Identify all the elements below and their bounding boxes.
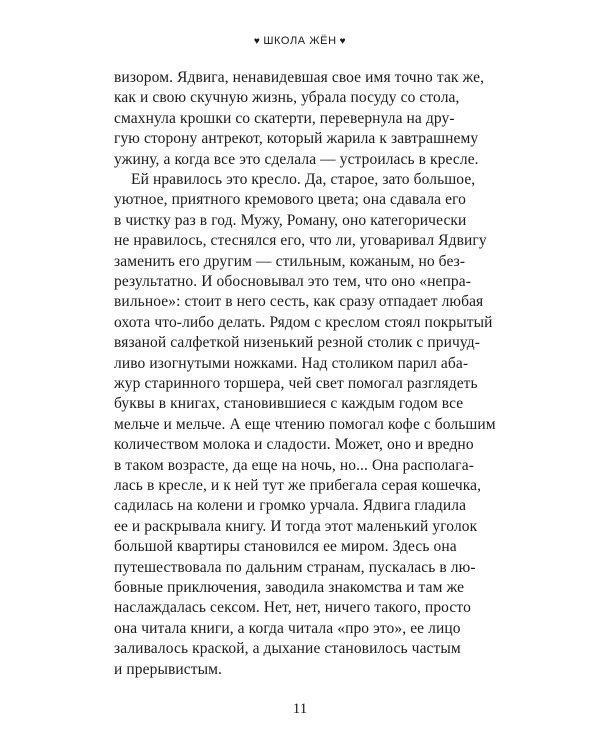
- text-line: визором. Ядвига, ненавидевшая свое имя точно так же,: [114, 69, 485, 86]
- heart-left-icon: ♥: [253, 36, 261, 47]
- text-line: лась в кресле, и к ней тут же прибегала серая кошечка,: [114, 477, 482, 494]
- text-line: как и свою скучную жизнь, убрала посуду со стола,: [114, 89, 460, 107]
- page-number: 11: [292, 701, 308, 717]
- text-line: и прерывистым.: [114, 660, 223, 678]
- text-line: гую сторону антрекот, который жарила к завтрашнему: [114, 130, 479, 148]
- text-line: наслаждалась сексом. Нет, нет, ничего такого, просто: [114, 599, 471, 617]
- text-line: вильное»: стоит в него сесть, как сразу отпадает любая: [114, 293, 484, 311]
- text-line: буквы в книгах, становившиеся с каждым годом все: [114, 395, 464, 413]
- text-line: она читала книги, а когда читала «про это», ее лицо: [114, 619, 461, 637]
- text-line: охота что-либо делать. Рядом с креслом стоял покрытый: [114, 313, 493, 331]
- text-line: заливалось краской, а дыхание становилось частым: [114, 640, 461, 658]
- paragraph-first-line: Ей нравилось это кресло. Да, старое, зато большое,: [131, 171, 476, 188]
- text-line: не нравилось, стеснялся его, что ли, уговаривал Ядвигу: [114, 232, 487, 250]
- text-line: жур старинного торшера, чей свет помогал разглядеть: [114, 375, 478, 392]
- text-line: бовные приключения, заводила знакомства и там же: [114, 579, 465, 596]
- running-title: ШКОЛА ЖЁН: [263, 35, 337, 47]
- running-head: [0, 34, 600, 49]
- text-line: садилась на колени и громко урчала. Ядвига гладила: [114, 497, 467, 515]
- text-line: вязаной салфеткой низенький резной столик с причуд-: [114, 334, 480, 352]
- text-line: в чистку раз в год. Мужу, Роману, оно категорически: [114, 211, 467, 229]
- text-line: количеством молока и сладости. Может, оно и вредно: [114, 436, 474, 454]
- text-line: ужину, а когда все это сделала — устроилась в кресле.: [114, 150, 479, 168]
- text-line: уютное, приятного кремового цвета; она сдавала его: [114, 191, 467, 209]
- text-line: путешествовала по дальним странам, пускалась в лю-: [114, 558, 476, 576]
- text-line: в таком возрасте, да еще на ночь, но... Она располага-: [114, 456, 474, 474]
- heart-right-icon: ♥: [339, 36, 347, 47]
- text-line: результатно. И обосновывал это тем, что оно «непра-: [114, 273, 471, 290]
- text-line: заменить его другим — стильным, кожаным, но без-: [114, 252, 466, 270]
- text-line: ее и раскрывала книгу. И тогда этот маленький уголок: [114, 517, 478, 535]
- text-line: мельче и мельче. А еще чтению помогал кофе с большим: [114, 415, 496, 433]
- text-line: смахнула крошки со скатерти, перевернула на дру-: [114, 109, 455, 127]
- text-line: ливо изогнутыми ножками. Над столиком парил аба-: [114, 354, 469, 372]
- text-line: большой квартиры становился ее миром. Здесь она: [114, 538, 457, 556]
